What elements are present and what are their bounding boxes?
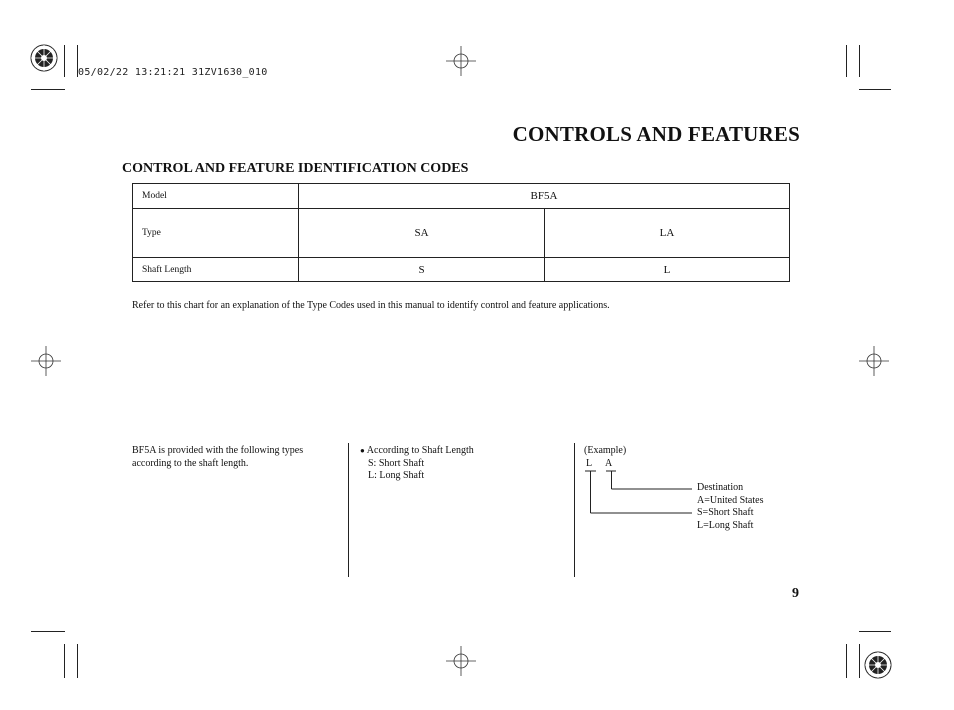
registration-target-icon (861, 648, 895, 682)
print-stamp: 05/02/22 13:21:21 31ZV1630_010 (78, 67, 268, 78)
list-item: S: Short Shaft (368, 457, 425, 469)
identification-codes-table (132, 183, 790, 282)
list-item: L: Long Shaft (368, 470, 425, 481)
destination-title: Destination (697, 482, 744, 493)
types-description-line: according to the shaft length. (132, 457, 249, 469)
section-title: CONTROL AND FEATURE IDENTIFICATION CODES (122, 161, 469, 176)
crosshair-icon (444, 44, 478, 78)
shaft-list-heading-row (360, 445, 474, 458)
registration-target-icon (27, 41, 61, 75)
shaft-list-heading: According to Shaft Length (366, 445, 474, 456)
crosshair-icon (857, 344, 891, 378)
example-code-letter-l: L (586, 458, 593, 469)
table-row (133, 258, 790, 282)
type-label: Type (133, 209, 299, 258)
types-description-line: BF5A is provided with the following types (132, 445, 304, 456)
type-value-sa: SA (299, 209, 545, 258)
crosshair-icon (29, 344, 63, 378)
model-value: BF5A (299, 184, 790, 209)
shaft-value-short: S=Short Shaft (697, 507, 754, 518)
crosshair-icon (444, 644, 478, 678)
bullet-icon: ● (360, 446, 365, 455)
example-legend (697, 482, 763, 532)
types-description (132, 445, 303, 470)
destination-value: A=United States (697, 494, 764, 506)
shaft-length-label: Shaft Length (133, 258, 299, 282)
page-title: CONTROLS AND FEATURES (512, 122, 800, 146)
column-divider (574, 443, 575, 577)
column-divider (348, 443, 349, 577)
type-value-la: LA (545, 209, 790, 258)
page-number: 9 (792, 586, 799, 601)
shaft-value-l: L (545, 258, 790, 282)
model-label: Model (133, 184, 299, 209)
example-leader-lines (580, 468, 700, 518)
example-label: (Example) (584, 445, 627, 456)
shaft-length-list (360, 445, 474, 483)
chart-note: Refer to this chart for an explanation of the Type Codes used in this manual to identify control and feature applications. (132, 300, 610, 311)
shaft-value-s: S (299, 258, 545, 282)
example-code-letter-a: A (605, 458, 613, 469)
table-row (133, 209, 790, 258)
shaft-value-long: L=Long Shaft (697, 519, 754, 531)
table-row (133, 184, 790, 209)
